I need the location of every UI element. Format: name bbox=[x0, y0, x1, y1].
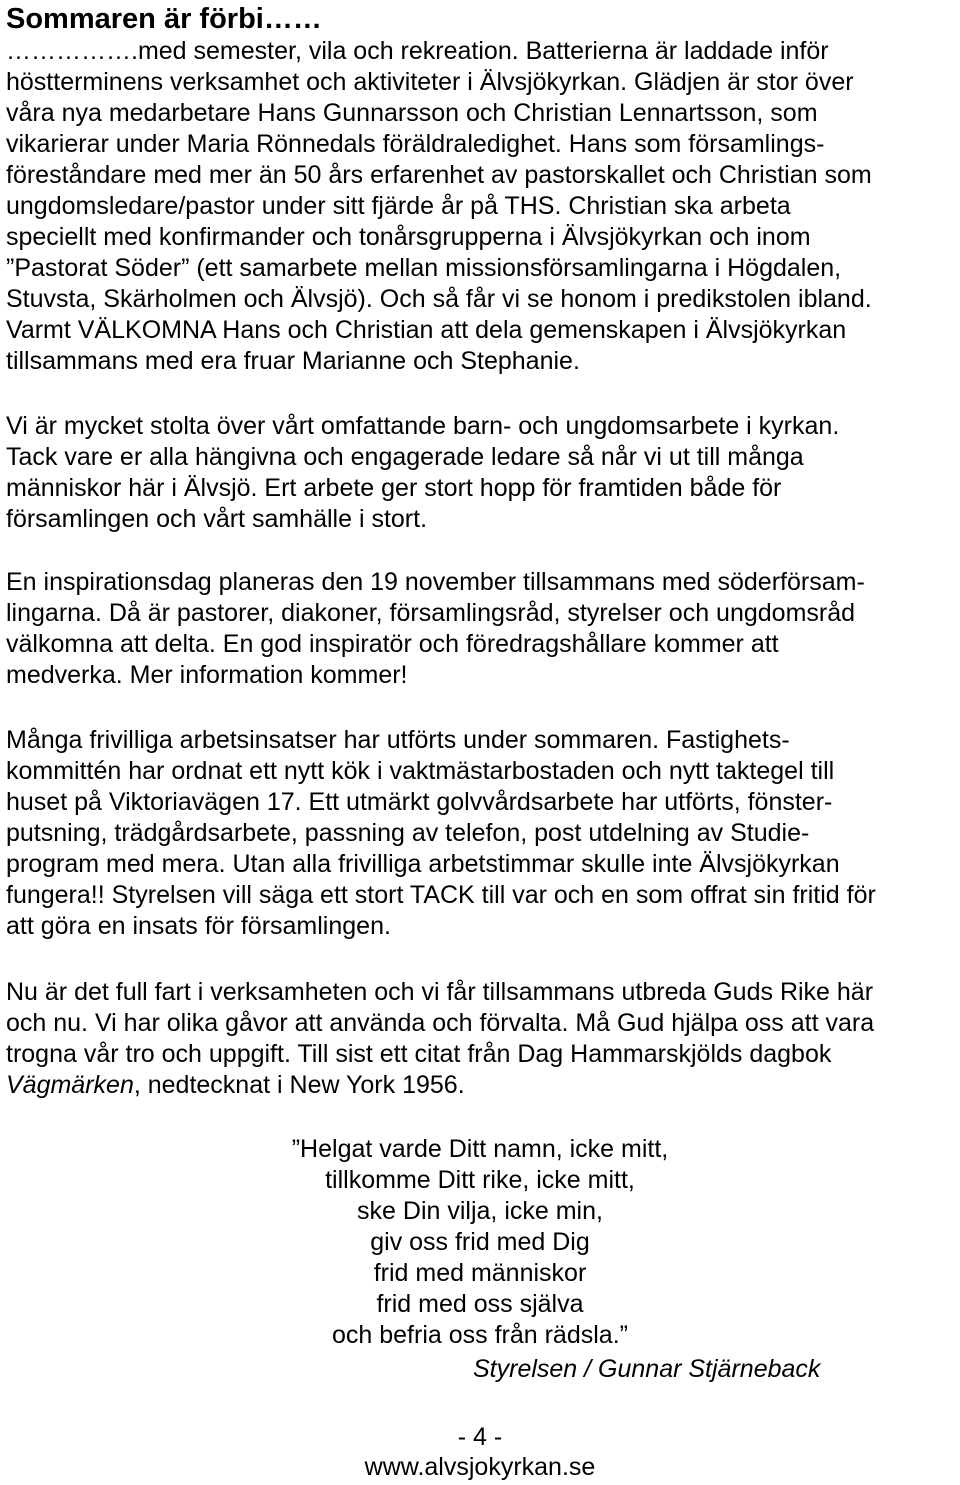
paragraph-line: välkomna att delta. En god inspiratör och föredragshållare kommer att bbox=[6, 630, 779, 658]
poem-line: ”Helgat varde Ditt namn, icke mitt, bbox=[291, 1135, 669, 1163]
paragraph-line: att göra en insats för församlingen. bbox=[6, 912, 391, 940]
paragraph-line: ”Pastorat Söder” (ett samarbete mellan missionsförsamlingarna i Högdalen, bbox=[6, 254, 842, 282]
website-url[interactable]: www.alvsjokyrkan.se bbox=[364, 1453, 596, 1481]
paragraph-line: Nu är det full fart i verksamheten och vi får tillsammans utbreda Guds Rike här bbox=[6, 978, 874, 1006]
paragraph-line: höstterminens verksamhet och aktiviteter i Älvsjökyrkan. Glädjen är stor över bbox=[6, 68, 854, 96]
paragraph-line: församlingen och vårt samhälle i stort. bbox=[6, 505, 428, 533]
paragraph-line: människor här i Älvsjö. Ert arbete ger stort hopp för framtiden både för bbox=[6, 474, 782, 502]
paragraph-line: huset på Viktoriavägen 17. Ett utmärkt golvvårdsarbete har utförts, fönster- bbox=[6, 788, 833, 816]
paragraph-line: och nu. Vi har olika gåvor att använda och förvalta. Må Gud hjälpa oss att vara bbox=[6, 1009, 875, 1037]
paragraph-line: lingarna. Då är pastorer, diakoner, församlingsråd, styrelser och ungdomsråd bbox=[6, 599, 856, 627]
paragraph-line: trogna vår tro och uppgift. Till sist ett citat från Dag Hammarskjölds dagbok bbox=[6, 1040, 832, 1068]
book-title: Vägmärken bbox=[6, 1071, 134, 1099]
paragraph-line: Tack vare er alla hängivna och engagerade ledare så når vi ut till många bbox=[6, 443, 804, 471]
paragraph-line: ungdomsledare/pastor under sitt fjärde år på THS. Christian ska arbeta bbox=[6, 192, 791, 220]
poem-line: frid med oss själva bbox=[376, 1290, 584, 1318]
paragraph-line: våra nya medarbetare Hans Gunnarsson och Christian Lennartsson, som bbox=[6, 99, 818, 127]
paragraph-line: Stuvsta, Skärholmen och Älvsjö). Och så får vi se honom i predikstolen ibland. bbox=[6, 285, 872, 313]
paragraph-line: putsning, trädgårdsarbete, passning av telefon, post utdelning av Studie- bbox=[6, 819, 810, 847]
paragraph-line-rest: , nedtecknat i New York 1956. bbox=[133, 1071, 465, 1099]
paragraph-line bbox=[6, 1070, 465, 1101]
paragraph-line: Många frivilliga arbetsinsatser har utförts under sommaren. Fastighets- bbox=[6, 726, 790, 754]
paragraph-line: vikarierar under Maria Rönnedals föräldraledighet. Hans som församlings- bbox=[6, 130, 825, 158]
paragraph-line: tillsammans med era fruar Marianne och Stephanie. bbox=[6, 347, 580, 375]
poem-line: tillkomme Ditt rike, icke mitt, bbox=[325, 1166, 635, 1194]
poem-line: frid med människor bbox=[373, 1259, 587, 1287]
paragraph-line: Vi är mycket stolta över vårt omfattande barn- och ungdomsarbete i kyrkan. bbox=[6, 412, 840, 440]
paragraph-line: föreståndare med mer än 50 års erfarenhet av pastorskallet och Christian som bbox=[6, 161, 872, 189]
paragraph-line: En inspirationsdag planeras den 19 november tillsammans med söderförsam- bbox=[6, 568, 865, 596]
paragraph-line: medverka. Mer information kommer! bbox=[6, 661, 408, 689]
poem-line: ske Din vilja, icke min, bbox=[357, 1197, 603, 1225]
paragraph-line: fungera!! Styrelsen vill säga ett stort TACK till var och en som offrat sin fritid för bbox=[6, 881, 876, 909]
poem-line: giv oss frid med Dig bbox=[370, 1228, 590, 1256]
paragraph-line: Varmt VÄLKOMNA Hans och Christian att dela gemenskapen i Älvsjökyrkan bbox=[6, 316, 847, 344]
page-number: - 4 - bbox=[457, 1423, 503, 1451]
poem-line: och befria oss från rädsla.” bbox=[332, 1321, 628, 1349]
paragraph-line: program med mera. Utan alla frivilliga arbetstimmar skulle inte Älvsjökyrkan bbox=[6, 850, 840, 878]
paragraph-line: kommittén har ordnat ett nytt kök i vaktmästarbostaden och nytt taktegel till bbox=[6, 757, 835, 785]
page-title: Sommaren är förbi…… bbox=[6, 3, 322, 35]
paragraph-line: speciellt med konfirmander och tonårsgrupperna i Älvsjökyrkan och inom bbox=[6, 223, 811, 251]
signature: Styrelsen / Gunnar Stjärneback bbox=[473, 1355, 821, 1383]
paragraph-line: …………….med semester, vila och rekreation. Batterierna är laddade inför bbox=[6, 37, 829, 65]
